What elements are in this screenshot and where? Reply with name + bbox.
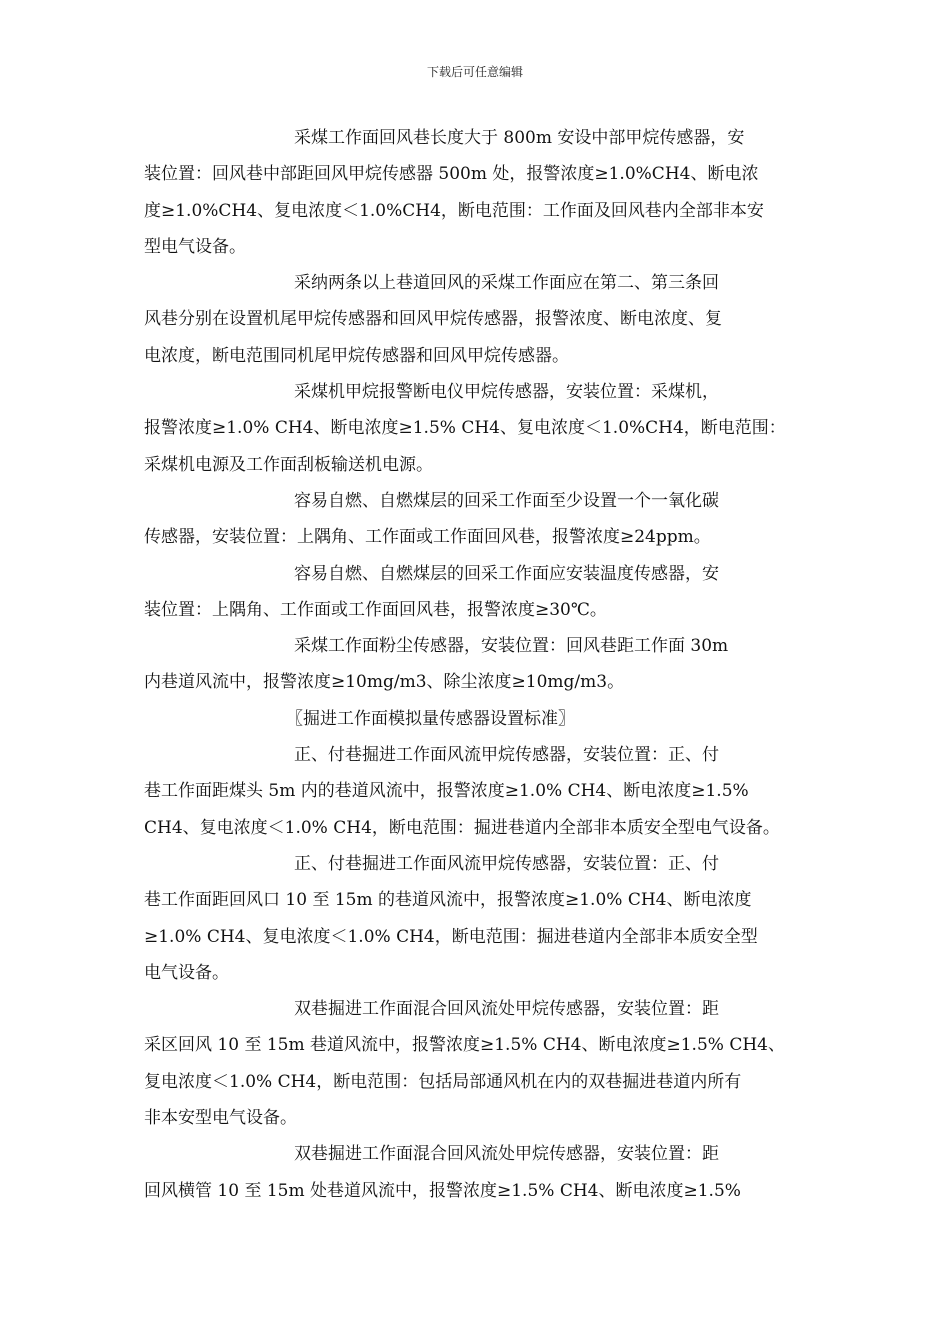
text-line: 双巷掘进工作面混合回风流处甲烷传感器，安装位置：距 (294, 999, 719, 1020)
paragraph (144, 120, 814, 265)
paragraph (144, 265, 814, 374)
paragraph (144, 737, 814, 846)
paragraph (144, 1136, 814, 1209)
paragraph (144, 628, 814, 701)
text-line: ≥1.0% CH4、复电浓度＜1.0% CH4，断电范围：掘进巷道内全部非本质安全型 (144, 926, 758, 947)
page-header: 下载后可任意编辑 (426, 65, 523, 79)
text-line: 报警浓度≥1.0% CH4、断电浓度≥1.5% CH4、复电浓度＜1.0%CH4，断电范围： (144, 418, 786, 439)
text-line: CH4、复电浓度＜1.0% CH4，断电范围：掘进巷道内全部非本质安全型电气设备。 (144, 817, 780, 838)
section-heading: 〖掘进工作面模拟量传感器设置标准〗 (286, 708, 575, 729)
text-line: 采纳两条以上巷道回风的采煤工作面应在第二、第三条回 (294, 273, 719, 294)
text-line: 采煤工作面回风巷长度大于 800m 安设中部甲烷传感器，安 (294, 128, 745, 148)
text-line: 采区回风 10 至 15m 巷道风流中，报警浓度≥1.5% CH4、断电浓度≥1.5% CH4、 (144, 1035, 785, 1056)
paragraph (144, 846, 814, 991)
text-line: 内巷道风流中，报警浓度≥10mg/m3、除尘浓度≥10mg/m3。 (144, 672, 625, 693)
paragraph (144, 556, 814, 629)
paragraph (144, 483, 814, 556)
paragraph (144, 374, 814, 483)
text-line: 电气设备。 (144, 962, 229, 983)
text-line: 风巷分别在设置机尾甲烷传感器和回风甲烷传感器，报警浓度、断电浓度、复 (144, 309, 722, 330)
text-line: 装位置：回风巷中部距回风甲烷传感器 500m 处，报警浓度≥1.0%CH4、断电浓 (144, 164, 759, 185)
text-line: 容易自燃、自燃煤层的回采工作面至少设置一个一氧化碳 (294, 490, 719, 511)
text-line: 正、付巷掘进工作面风流甲烷传感器，安装位置：正、付 (294, 853, 719, 874)
text-line: 正、付巷掘进工作面风流甲烷传感器，安装位置：正、付 (294, 745, 719, 766)
text-line: 装位置：上隅角、工作面或工作面回风巷，报警浓度≥30℃。 (144, 599, 607, 620)
text-line: 型电气设备。 (144, 236, 246, 257)
text-line: 容易自燃、自燃煤层的回采工作面应安装温度传感器，安 (294, 563, 719, 584)
text-line: 双巷掘进工作面混合回风流处甲烷传感器，安装位置：距 (294, 1144, 719, 1165)
text-line: 复电浓度＜1.0% CH4，断电范围：包括局部通风机在内的双巷掘进巷道内所有 (144, 1071, 742, 1092)
text-line: 回风横管 10 至 15m 处巷道风流中，报警浓度≥1.5% CH4、断电浓度≥1.5% (144, 1180, 741, 1201)
text-line: 非本安型电气设备。 (144, 1108, 297, 1129)
document-body (144, 120, 814, 1209)
text-line: 度≥1.0%CH4、复电浓度＜1.0%CH4，断电范围：工作面及回风巷内全部非本安 (144, 200, 764, 221)
paragraph (144, 991, 814, 1136)
text-line: 采煤工作面粉尘传感器，安装位置：回风巷距工作面 30m (294, 636, 729, 657)
text-line: 传感器，安装位置：上隅角、工作面或工作面回风巷，报警浓度≥24ppm。 (144, 527, 711, 548)
text-line: 巷工作面距煤头 5m 内的巷道风流中，报警浓度≥1.0% CH4、断电浓度≥1.5% (144, 781, 749, 802)
text-line: 采煤机甲烷报警断电仪甲烷传感器，安装位置：采煤机， (294, 382, 719, 403)
text-line: 电浓度，断电范围同机尾甲烷传感器和回风甲烷传感器。 (144, 345, 569, 366)
text-line: 巷工作面距回风口 10 至 15m 的巷道风流中，报警浓度≥1.0% CH4、断电浓度 (144, 890, 752, 911)
text-line: 采煤机电源及工作面刮板输送机电源。 (144, 454, 433, 475)
